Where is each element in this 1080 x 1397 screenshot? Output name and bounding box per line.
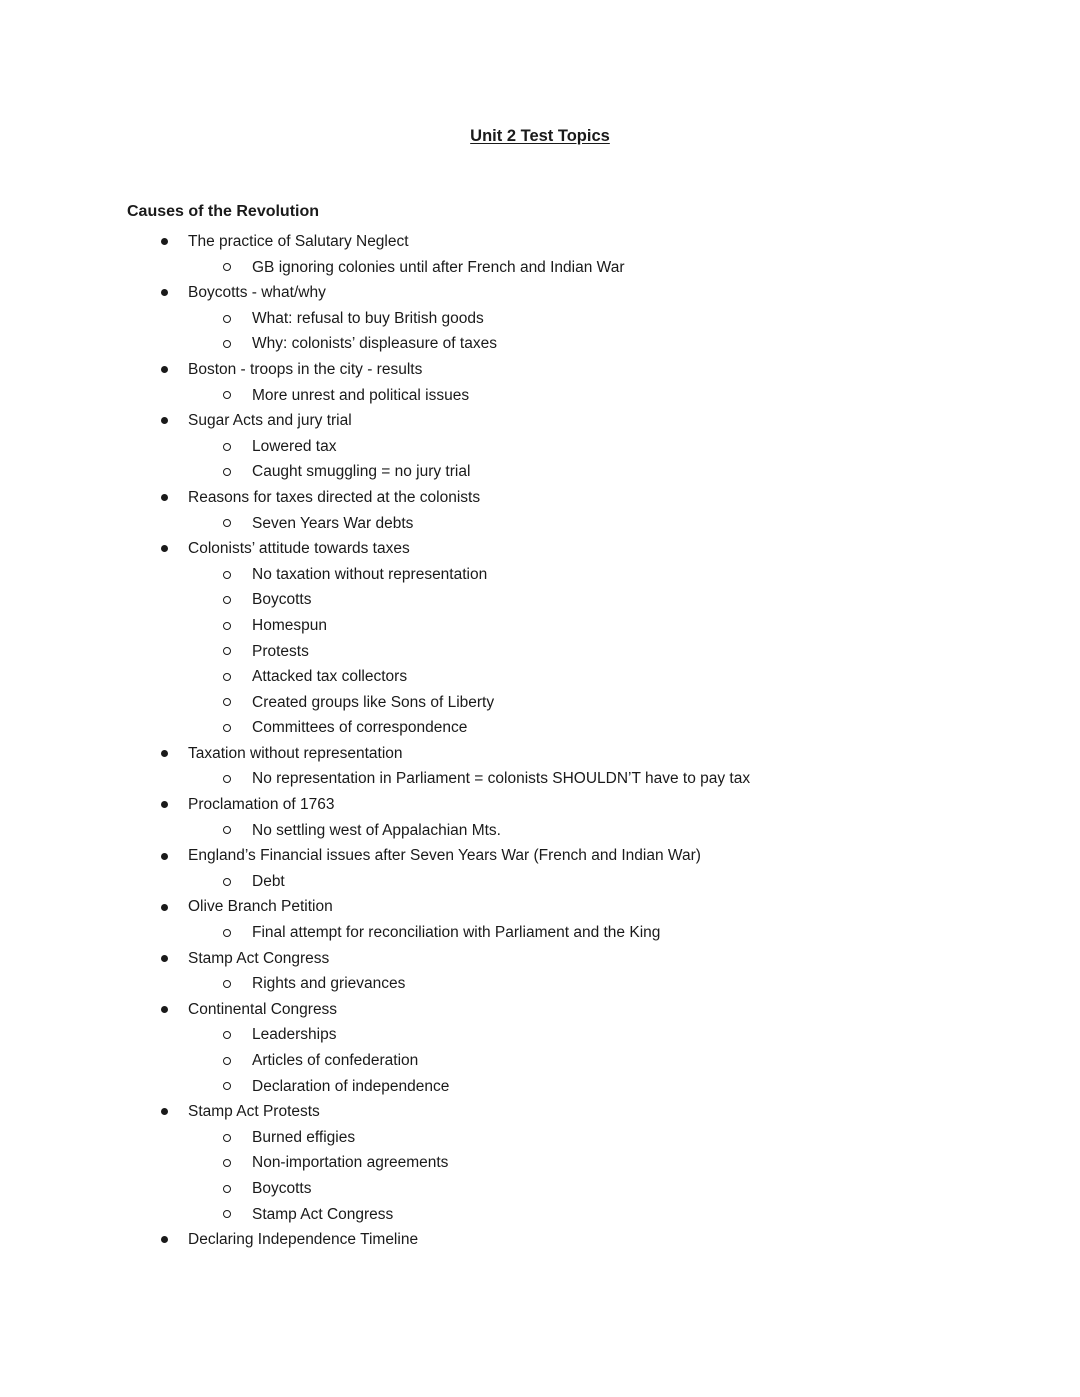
topic-item [127,485,1040,536]
topic-label: Stamp Act Congress [127,946,1040,972]
subtopic-item: No settling west of Appalachian Mts. [127,818,1040,844]
topic-label: Colonists’ attitude towards taxes [127,536,1040,562]
topic-item [127,536,1040,741]
topic-item [127,741,1040,792]
topic-label: Stamp Act Protests [127,1099,1040,1125]
subtopic-item: Articles of confederation [127,1048,1040,1074]
topic-item [127,229,1040,280]
topic-label: Reasons for taxes directed at the colonists [127,485,1040,511]
subtopic-list [127,434,1040,485]
subtopic-item: No taxation without representation [127,562,1040,588]
subtopic-item: Final attempt for reconciliation with Parliament and the King [127,920,1040,946]
subtopic-item: Boycotts [127,1176,1040,1202]
topic-label: Declaring Independence Timeline [127,1227,1040,1253]
subtopic-item: Homespun [127,613,1040,639]
subtopic-item: Rights and grievances [127,971,1040,997]
subtopic-list [127,1125,1040,1227]
topic-item [127,1099,1040,1227]
section-heading: Causes of the Revolution [127,203,320,220]
subtopic-list [127,818,1040,844]
subtopic-list [127,971,1040,997]
topic-item [127,357,1040,408]
subtopic-item: Seven Years War debts [127,511,1040,537]
topic-label: England’s Financial issues after Seven Years War (French and Indian War) [127,843,1040,869]
subtopic-item: Debt [127,869,1040,895]
subtopic-item: Declaration of independence [127,1074,1040,1100]
subtopic-item: Non-importation agreements [127,1150,1040,1176]
subtopic-item: Boycotts [127,587,1040,613]
subtopic-item: Stamp Act Congress [127,1202,1040,1228]
subtopic-item: What: refusal to buy British goods [127,306,1040,332]
subtopic-list [127,306,1040,357]
subtopic-item: Burned effigies [127,1125,1040,1151]
topic-item [127,280,1040,357]
topic-label: Proclamation of 1763 [127,792,1040,818]
topic-item [127,946,1040,997]
topic-item [127,1227,1040,1253]
subtopic-item: Leaderships [127,1022,1040,1048]
subtopic-list [127,255,1040,281]
topic-label: Boycotts - what/why [127,280,1040,306]
topic-label: Continental Congress [127,997,1040,1023]
subtopic-list [127,1022,1040,1099]
subtopic-item: GB ignoring colonies until after French and Indian War [127,255,1040,281]
subtopic-list [127,383,1040,409]
subtopic-list [127,869,1040,895]
topic-label: Taxation without representation [127,741,1040,767]
document-title: Unit 2 Test Topics [470,127,610,145]
topic-item [127,894,1040,945]
topic-item [127,997,1040,1099]
subtopic-item: Lowered tax [127,434,1040,460]
subtopic-item: Protests [127,639,1040,665]
subtopic-item: Created groups like Sons of Liberty [127,690,1040,716]
topic-item [127,843,1040,894]
subtopic-list [127,511,1040,537]
subtopic-list [127,562,1040,741]
subtopic-item: Caught smuggling = no jury trial [127,459,1040,485]
subtopic-item: More unrest and political issues [127,383,1040,409]
topic-item [127,408,1040,485]
topic-label: The practice of Salutary Neglect [127,229,1040,255]
subtopic-item: No representation in Parliament = colonists SHOULDN’T have to pay tax [127,766,1040,792]
topic-item [127,792,1040,843]
topic-label: Olive Branch Petition [127,894,1040,920]
topic-label: Sugar Acts and jury trial [127,408,1040,434]
subtopic-list [127,766,1040,792]
subtopic-item: Why: colonists’ displeasure of taxes [127,331,1040,357]
subtopic-item: Committees of correspondence [127,715,1040,741]
topic-label: Boston - troops in the city - results [127,357,1040,383]
topic-list [127,229,1040,1253]
subtopic-item: Attacked tax collectors [127,664,1040,690]
subtopic-list [127,920,1040,946]
